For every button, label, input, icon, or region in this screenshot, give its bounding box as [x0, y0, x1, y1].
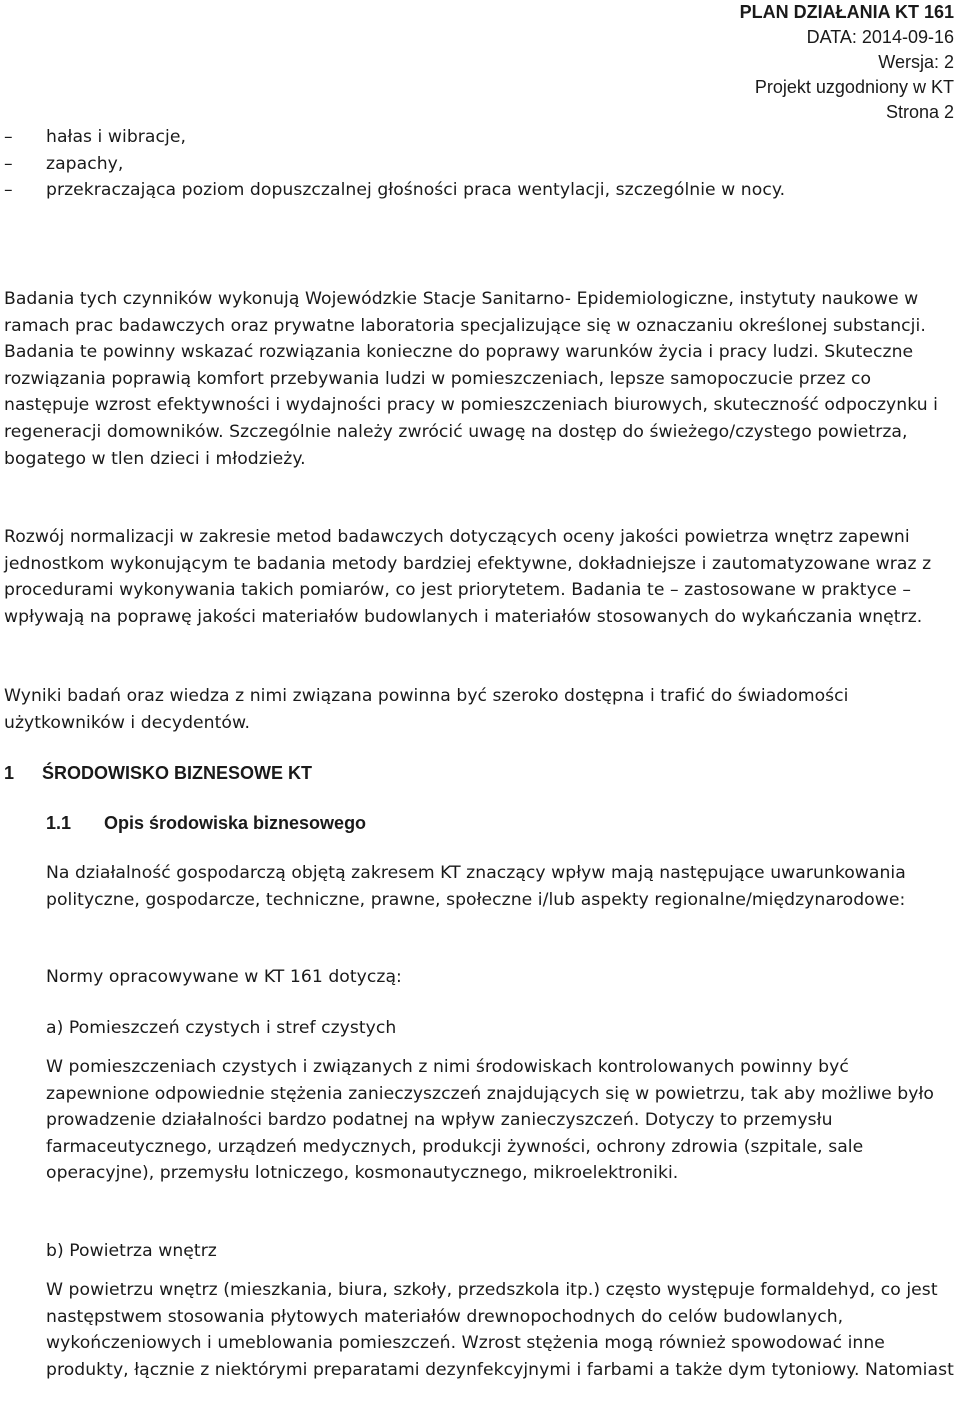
- dash-list: [4, 124, 874, 204]
- section-number: 1: [4, 763, 15, 783]
- item-clean-rooms: a) Pomieszczeń czystych i stref czystych: [46, 1018, 397, 1038]
- page-number: Strona 2: [885, 102, 954, 122]
- list-item: [4, 151, 874, 178]
- paragraph-clean-rooms: W pomieszczeniach czystych i związanych z nimi środowiskach kontrolowanych powinny być zapewnione odpowiednie stężenia zanieczyszczeń znajdujących się w powietrzu, tak aby możliwe było prowadzenie działalności bardzo podatnej na wpływ zanieczyszczeń. Dotyczy to przemysłu farmaceutycznego, urządzeń medycznych, produkcji żywności, ochrony zdrowia (szpitale, sale operacyjne), przemysłu lotniczego, kosmonautycznego, mikroelektroniki.: [46, 1057, 934, 1184]
- section-title: ŚRODOWISKO BIZNESOWE KT: [42, 763, 312, 783]
- document-version: Wersja: 2: [878, 52, 954, 72]
- list-item-text: przekraczająca poziom dopuszczalnej głośności praca wentylacji, szczególnie w nocy.: [46, 180, 786, 201]
- dash-marker: –: [4, 180, 13, 201]
- list-item-text: zapachy,: [46, 153, 124, 174]
- paragraph-results: Wyniki badań oraz wiedza z nimi związana powinna być szeroko dostępna i trafić do świadomości użytkowników i decydentów.: [4, 686, 849, 733]
- list-item-text: hałas i wibracje,: [46, 127, 186, 147]
- list-item: [4, 124, 874, 151]
- document-date: DATA: 2014-09-16: [806, 27, 954, 47]
- section-heading: [4, 760, 312, 786]
- dash-marker: –: [4, 127, 13, 147]
- subsection-heading: [46, 810, 366, 836]
- subsection-number: 1.1: [46, 813, 72, 833]
- item-indoor-air: b) Powietrza wnętrz: [46, 1241, 217, 1261]
- paragraph-indoor-air: W powietrzu wnętrz (mieszkania, biura, szkoły, przedszkola itp.) często występuje formaldehyd, co jest następstwem stosowania płytowych materiałów drewnopochodnych do celów budowlanych, wykończeniowych i umeblowania pomieszczeń. Wzrost stężenia mogą również spowodować inne produkty, łącznie z niektórymi preparatami dezynfekcyjnymi i farbami a także dym tytoniowy. Natomiast: [46, 1280, 954, 1380]
- document-title: PLAN DZIAŁANIA KT 161: [739, 2, 954, 22]
- subsection-title: Opis środowiska biznesowego: [104, 813, 367, 833]
- list-item: [4, 177, 874, 204]
- paragraph-research-factors: Badania tych czynników wykonują Wojewódzkie Stacje Sanitarno- Epidemiologiczne, instytuty naukowe w ramach prac badawczych oraz prywatne laboratoria specjalizujące się w oznaczaniu określonej substancji. Badania te powinny wskazać rozwiązania konieczne do poprawy warunków życia i pracy ludzi. Skuteczne rozwiązania poprawią komfort przebywania ludzi w pomieszczeniach, lepsze samopoczucie przez co następuje wzrost efektywności i wydajności pracy w pomieszczeniach biurowych, skuteczność odpoczynku i regeneracji domowników. Szczególnie należy zwrócić uwagę na dostęp do świeżego/czystego powietrza, bogatego w tlen dzieci i młodzieży.: [4, 289, 938, 469]
- paragraph-business-conditions: Na działalność gospodarczą objętą zakresem KT znaczący wpływ mają następujące uwarunkowania polityczne, gospodarcze, techniczne, prawne, społeczne i/lub aspekty regionalne/międzynarodowe:: [46, 863, 906, 910]
- paragraph-standardization: Rozwój normalizacji w zakresie metod badawczych dotyczących oceny jakości powietrza wnętrz zapewni jednostkom wykonującym te badania metody bardziej efektywne, dokładniejsze i zautomatyzowane wraz z procedurami wykonywania takich pomiarów, co jest priorytetem. Badania te – zastosowane w praktyce – wpływają na poprawę jakości materiałów budowlanych i materiałów stosowanych do wykańczania wnętrz.: [4, 527, 932, 627]
- page-header: [740, 0, 954, 125]
- paragraph-standards-intro: Normy opracowywane w KT 161 dotyczą:: [46, 967, 402, 987]
- document-status: Projekt uzgodniony w KT: [754, 77, 954, 97]
- dash-marker: –: [4, 153, 13, 174]
